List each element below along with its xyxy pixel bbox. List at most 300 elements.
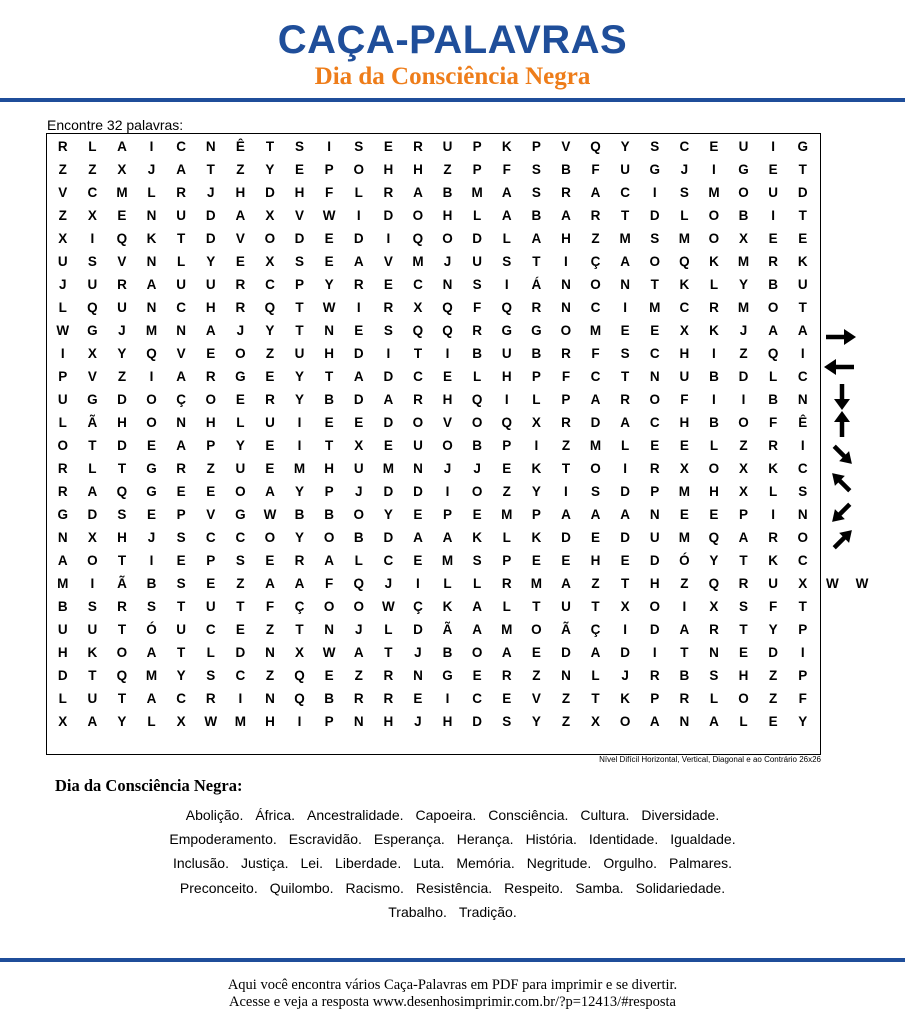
grid-letter[interactable]: S <box>206 668 216 683</box>
grid-letter[interactable]: A <box>176 162 187 177</box>
grid-letter[interactable]: N <box>205 139 216 154</box>
grid-letter[interactable]: T <box>295 300 304 315</box>
grid-letter[interactable]: P <box>324 162 334 177</box>
grid-letter[interactable]: S <box>531 162 541 177</box>
grid-letter[interactable]: O <box>87 553 98 568</box>
grid-letter[interactable]: Ã <box>117 576 127 591</box>
grid-letter[interactable]: O <box>560 323 572 338</box>
grid-letter[interactable]: J <box>354 484 363 499</box>
grid-letter[interactable]: Y <box>295 392 305 407</box>
grid-letter[interactable]: F <box>561 369 571 384</box>
grid-letter[interactable]: J <box>473 461 481 476</box>
grid-letter[interactable]: Y <box>324 277 334 292</box>
grid-letter[interactable]: I <box>652 185 657 200</box>
grid-letter[interactable]: X <box>739 461 749 476</box>
grid-letter[interactable]: N <box>561 668 571 683</box>
grid-letter[interactable]: M <box>116 185 128 200</box>
grid-letter[interactable]: B <box>324 507 335 522</box>
grid-letter[interactable]: G <box>87 323 98 338</box>
grid-letter[interactable]: T <box>117 553 127 568</box>
grid-letter[interactable]: X <box>58 714 68 729</box>
grid-letter[interactable]: M <box>57 576 69 591</box>
grid-letter[interactable]: H <box>561 231 571 246</box>
grid-letter[interactable]: P <box>561 392 571 407</box>
grid-letter[interactable]: D <box>561 530 571 545</box>
grid-letter[interactable]: Q <box>442 323 453 338</box>
grid-letter[interactable]: R <box>620 392 631 407</box>
grid-letter[interactable]: Y <box>235 438 245 453</box>
grid-letter[interactable]: V <box>235 231 245 246</box>
grid-letter[interactable]: P <box>798 668 808 683</box>
grid-letter[interactable]: I <box>712 346 716 361</box>
grid-letter[interactable]: D <box>235 645 246 660</box>
grid-letter[interactable]: T <box>621 576 630 591</box>
grid-letter[interactable]: O <box>146 415 157 430</box>
grid-letter[interactable]: X <box>591 714 601 729</box>
grid-letter[interactable]: L <box>621 438 630 453</box>
grid-letter[interactable]: O <box>797 530 808 545</box>
grid-letter[interactable]: T <box>532 254 541 269</box>
grid-letter[interactable]: O <box>235 484 246 499</box>
grid-letter[interactable]: T <box>739 553 748 568</box>
grid-letter[interactable]: G <box>649 162 660 177</box>
grid-letter[interactable]: E <box>147 438 157 453</box>
grid-letter[interactable]: L <box>58 691 67 706</box>
grid-letter[interactable]: T <box>295 323 304 338</box>
grid-letter[interactable]: R <box>561 185 571 200</box>
grid-letter[interactable]: O <box>619 714 631 729</box>
grid-letter[interactable]: V <box>87 369 97 384</box>
grid-letter[interactable]: B <box>353 530 364 545</box>
grid-letter[interactable]: H <box>442 714 453 729</box>
grid-letter[interactable]: P <box>798 622 808 637</box>
grid-letter[interactable]: E <box>620 323 630 338</box>
grid-letter[interactable]: L <box>502 231 511 246</box>
grid-letter[interactable]: U <box>649 530 660 545</box>
grid-letter[interactable]: Z <box>532 668 541 683</box>
grid-letter[interactable]: T <box>561 461 571 476</box>
grid-letter[interactable]: C <box>620 185 631 200</box>
grid-letter[interactable]: I <box>149 139 154 154</box>
grid-letter[interactable]: P <box>650 484 660 499</box>
grid-letter[interactable]: I <box>149 553 154 568</box>
grid-letter[interactable]: R <box>57 461 68 476</box>
grid-letter[interactable]: S <box>147 599 157 614</box>
grid-letter[interactable]: D <box>353 392 364 407</box>
grid-letter[interactable]: H <box>57 645 68 660</box>
grid-letter[interactable]: M <box>441 553 454 568</box>
grid-letter[interactable]: S <box>650 139 660 154</box>
grid-letter[interactable]: Z <box>739 346 748 361</box>
grid-letter[interactable]: V <box>561 139 571 154</box>
grid-letter[interactable]: O <box>531 622 542 637</box>
grid-letter[interactable]: U <box>620 162 631 177</box>
grid-letter[interactable]: B <box>324 691 335 706</box>
grid-letter[interactable]: B <box>442 185 453 200</box>
grid-letter[interactable]: T <box>798 208 807 223</box>
grid-letter[interactable]: P <box>472 139 482 154</box>
grid-letter[interactable]: R <box>649 668 660 683</box>
grid-letter[interactable]: Q <box>501 415 512 430</box>
grid-letter[interactable]: U <box>87 277 98 292</box>
grid-letter[interactable]: E <box>235 254 245 269</box>
grid-letter[interactable]: U <box>797 277 808 292</box>
grid-letter[interactable]: P <box>502 553 512 568</box>
grid-letter[interactable]: D <box>383 369 394 384</box>
grid-letter[interactable]: I <box>386 231 391 246</box>
grid-letter[interactable]: I <box>652 645 657 660</box>
grid-letter[interactable]: P <box>443 507 453 522</box>
grid-letter[interactable]: B <box>146 576 157 591</box>
grid-letter[interactable]: U <box>738 139 749 154</box>
grid-letter[interactable]: S <box>235 553 245 568</box>
grid-letter[interactable]: U <box>294 346 305 361</box>
grid-letter[interactable]: C <box>679 300 690 315</box>
grid-letter[interactable]: L <box>473 369 482 384</box>
grid-letter[interactable]: V <box>443 415 453 430</box>
grid-letter[interactable]: T <box>88 438 97 453</box>
grid-letter[interactable]: I <box>564 254 568 269</box>
grid-letter[interactable]: Z <box>236 162 245 177</box>
grid-letter[interactable]: Z <box>88 162 97 177</box>
grid-letter[interactable]: L <box>709 691 719 706</box>
grid-letter[interactable]: C <box>383 553 394 568</box>
grid-letter[interactable]: M <box>708 185 720 200</box>
grid-letter[interactable]: Ê <box>798 415 808 430</box>
grid-letter[interactable]: X <box>295 645 305 660</box>
grid-letter[interactable]: Y <box>265 323 275 338</box>
grid-letter[interactable]: X <box>354 438 364 453</box>
grid-letter[interactable]: H <box>383 162 394 177</box>
grid-letter[interactable]: K <box>709 323 719 338</box>
grid-letter[interactable]: H <box>413 162 423 177</box>
grid-letter[interactable]: D <box>117 392 127 407</box>
grid-letter[interactable]: D <box>738 369 749 384</box>
grid-letter[interactable]: D <box>620 530 631 545</box>
grid-letter[interactable]: N <box>176 415 187 430</box>
grid-letter[interactable]: U <box>235 461 246 476</box>
grid-letter[interactable]: I <box>504 277 509 292</box>
grid-letter[interactable]: C <box>797 461 808 476</box>
grid-letter[interactable]: U <box>679 369 690 384</box>
grid-letter[interactable]: E <box>176 553 186 568</box>
grid-letter[interactable]: T <box>532 599 541 614</box>
grid-letter[interactable]: Q <box>116 231 128 246</box>
grid-letter[interactable]: R <box>768 438 779 453</box>
grid-letter[interactable]: Z <box>561 438 571 453</box>
grid-letter[interactable]: B <box>294 507 305 522</box>
grid-letter[interactable]: V <box>176 346 186 361</box>
grid-letter[interactable]: A <box>590 507 601 522</box>
grid-letter[interactable]: A <box>87 714 98 729</box>
grid-letter[interactable]: N <box>413 668 423 683</box>
grid-letter[interactable]: D <box>797 185 808 200</box>
grid-letter[interactable]: Ó <box>146 622 157 637</box>
grid-letter[interactable]: M <box>678 484 690 499</box>
grid-letter[interactable]: M <box>530 576 542 591</box>
grid-letter[interactable]: S <box>650 231 660 246</box>
grid-letter[interactable]: H <box>294 185 305 200</box>
grid-letter[interactable]: T <box>206 162 215 177</box>
grid-letter[interactable]: Y <box>206 254 216 269</box>
grid-letter[interactable]: H <box>265 714 275 729</box>
grid-letter[interactable]: I <box>504 392 509 407</box>
grid-letter[interactable]: L <box>58 415 67 430</box>
grid-letter[interactable]: K <box>87 645 98 660</box>
grid-letter[interactable]: U <box>57 622 68 637</box>
grid-letter[interactable]: K <box>531 530 542 545</box>
grid-letter[interactable]: Á <box>531 277 542 292</box>
grid-letter[interactable]: E <box>206 346 216 361</box>
grid-letter[interactable]: I <box>238 691 243 706</box>
grid-letter[interactable]: R <box>561 415 571 430</box>
grid-letter[interactable]: P <box>531 507 541 522</box>
grid-letter[interactable]: M <box>382 461 394 476</box>
grid-letter[interactable]: O <box>235 346 246 361</box>
grid-letter[interactable]: I <box>564 484 568 499</box>
grid-letter[interactable]: Y <box>117 346 127 361</box>
grid-letter[interactable]: Z <box>265 346 275 361</box>
grid-letter[interactable]: D <box>353 346 364 361</box>
grid-letter[interactable]: A <box>353 369 364 384</box>
grid-letter[interactable]: L <box>709 438 719 453</box>
grid-letter[interactable]: P <box>58 369 68 384</box>
grid-letter[interactable]: R <box>176 185 187 200</box>
grid-letter[interactable]: R <box>353 691 364 706</box>
grid-letter[interactable]: Z <box>117 369 127 384</box>
grid-letter[interactable]: B <box>738 208 749 223</box>
grid-letter[interactable]: Y <box>739 277 749 292</box>
grid-letter[interactable]: B <box>472 438 483 453</box>
grid-letter[interactable]: P <box>472 162 482 177</box>
grid-letter[interactable]: N <box>709 645 719 660</box>
grid-letter[interactable]: F <box>591 346 600 361</box>
grid-letter[interactable]: Y <box>295 530 305 545</box>
grid-letter[interactable]: X <box>265 208 275 223</box>
grid-letter[interactable]: S <box>295 139 305 154</box>
grid-letter[interactable]: Q <box>412 323 424 338</box>
grid-letter[interactable]: N <box>146 300 157 315</box>
grid-letter[interactable]: R <box>738 576 749 591</box>
grid-letter[interactable]: R <box>117 277 127 292</box>
grid-letter[interactable]: A <box>501 185 512 200</box>
grid-letter[interactable]: A <box>87 484 98 499</box>
grid-letter[interactable]: Y <box>383 507 393 522</box>
grid-letter[interactable]: D <box>472 231 483 246</box>
grid-letter[interactable]: U <box>768 185 779 200</box>
grid-letter[interactable]: Q <box>442 300 453 315</box>
grid-letter[interactable]: X <box>798 576 808 591</box>
grid-letter[interactable]: I <box>623 622 628 637</box>
grid-letter[interactable]: I <box>771 208 776 223</box>
grid-letter[interactable]: A <box>324 553 335 568</box>
grid-letter[interactable]: E <box>235 392 245 407</box>
grid-letter[interactable]: Q <box>501 300 512 315</box>
grid-letter[interactable]: H <box>235 185 246 200</box>
grid-letter[interactable]: C <box>413 369 423 384</box>
grid-letter[interactable]: D <box>472 714 483 729</box>
grid-letter[interactable]: I <box>60 346 65 361</box>
grid-letter[interactable]: T <box>295 622 304 637</box>
grid-letter[interactable]: L <box>591 668 600 683</box>
grid-letter[interactable]: P <box>324 484 334 499</box>
grid-letter[interactable]: A <box>383 392 394 407</box>
grid-letter[interactable]: C <box>87 185 98 200</box>
grid-letter[interactable]: E <box>235 622 245 637</box>
grid-letter[interactable]: N <box>413 461 423 476</box>
grid-letter[interactable]: Q <box>116 668 128 683</box>
grid-letter[interactable]: O <box>738 415 749 430</box>
grid-letter[interactable]: Y <box>798 714 808 729</box>
grid-letter[interactable]: E <box>354 415 364 430</box>
grid-letter[interactable]: C <box>205 530 216 545</box>
grid-letter[interactable]: F <box>591 162 600 177</box>
grid-letter[interactable]: O <box>738 691 749 706</box>
grid-letter[interactable]: S <box>502 714 512 729</box>
grid-letter[interactable]: G <box>87 392 98 407</box>
grid-letter[interactable]: O <box>412 208 424 223</box>
grid-letter[interactable]: I <box>682 599 687 614</box>
grid-letter[interactable]: E <box>117 208 127 223</box>
grid-letter[interactable]: N <box>620 277 631 292</box>
grid-letter[interactable]: F <box>325 576 334 591</box>
grid-letter[interactable]: T <box>177 599 186 614</box>
grid-letter[interactable]: E <box>531 553 541 568</box>
grid-letter[interactable]: A <box>205 323 216 338</box>
grid-letter[interactable]: O <box>353 599 364 614</box>
grid-letter[interactable]: Q <box>116 484 128 499</box>
grid-letter[interactable]: W <box>322 645 336 660</box>
grid-letter[interactable]: Z <box>265 622 275 637</box>
grid-letter[interactable]: L <box>177 254 186 269</box>
grid-letter[interactable]: J <box>147 530 156 545</box>
grid-letter[interactable]: E <box>768 714 778 729</box>
grid-letter[interactable]: O <box>708 208 720 223</box>
grid-letter[interactable]: A <box>590 392 601 407</box>
grid-letter[interactable]: F <box>265 599 275 614</box>
grid-letter[interactable]: F <box>769 415 778 430</box>
grid-letter[interactable]: B <box>324 392 335 407</box>
grid-letter[interactable]: O <box>649 392 660 407</box>
grid-letter[interactable]: E <box>709 139 719 154</box>
grid-letter[interactable]: Y <box>295 369 305 384</box>
grid-letter[interactable]: C <box>797 553 808 568</box>
grid-letter[interactable]: L <box>473 208 482 223</box>
grid-letter[interactable]: S <box>739 599 749 614</box>
grid-letter[interactable]: C <box>472 691 483 706</box>
grid-letter[interactable]: X <box>739 484 749 499</box>
grid-letter[interactable]: X <box>679 323 689 338</box>
grid-letter[interactable]: C <box>235 530 246 545</box>
grid-letter[interactable]: Z <box>591 231 600 246</box>
grid-letter[interactable]: N <box>797 392 808 407</box>
grid-letter[interactable]: Y <box>265 162 275 177</box>
grid-letter[interactable]: W <box>322 300 336 315</box>
grid-letter[interactable]: Z <box>502 484 511 499</box>
grid-letter[interactable]: B <box>709 369 719 384</box>
grid-letter[interactable]: E <box>413 507 423 522</box>
grid-letter[interactable]: S <box>117 507 127 522</box>
grid-letter[interactable]: Ã <box>442 622 453 637</box>
grid-letter[interactable]: A <box>413 530 423 545</box>
grid-letter[interactable]: C <box>679 139 690 154</box>
grid-letter[interactable]: H <box>590 553 601 568</box>
grid-letter[interactable]: T <box>680 645 689 660</box>
grid-letter[interactable]: R <box>649 461 660 476</box>
grid-letter[interactable]: H <box>679 415 690 430</box>
grid-letter[interactable]: Z <box>206 461 215 476</box>
grid-letter[interactable]: H <box>442 208 453 223</box>
grid-letter[interactable]: W <box>263 507 277 522</box>
grid-letter[interactable]: A <box>679 622 690 637</box>
grid-letter[interactable]: E <box>591 530 601 545</box>
grid-letter[interactable]: E <box>383 277 393 292</box>
grid-letter[interactable]: K <box>679 277 690 292</box>
grid-letter[interactable]: A <box>797 323 808 338</box>
grid-letter[interactable]: X <box>531 415 541 430</box>
grid-letter[interactable]: N <box>442 277 453 292</box>
grid-letter[interactable]: D <box>649 553 660 568</box>
grid-letter[interactable]: D <box>205 208 216 223</box>
grid-letter[interactable]: I <box>800 346 805 361</box>
grid-letter[interactable]: T <box>798 300 807 315</box>
grid-letter[interactable]: R <box>561 346 571 361</box>
grid-letter[interactable]: L <box>206 645 215 660</box>
grid-letter[interactable]: Z <box>58 162 67 177</box>
grid-letter[interactable]: M <box>501 507 513 522</box>
grid-letter[interactable]: A <box>442 530 453 545</box>
grid-letter[interactable]: K <box>797 254 808 269</box>
grid-letter[interactable]: S <box>620 346 630 361</box>
grid-letter[interactable]: E <box>768 162 778 177</box>
grid-letter[interactable]: R <box>57 139 68 154</box>
grid-letter[interactable]: O <box>412 415 424 430</box>
grid-letter[interactable]: Q <box>294 668 305 683</box>
grid-letter[interactable]: Ç <box>176 392 187 407</box>
grid-letter[interactable]: G <box>442 668 453 683</box>
grid-letter[interactable]: T <box>117 461 127 476</box>
grid-letter[interactable]: J <box>354 622 363 637</box>
grid-letter[interactable]: B <box>561 162 571 177</box>
grid-letter[interactable]: S <box>295 254 305 269</box>
grid-letter[interactable]: P <box>502 438 512 453</box>
grid-letter[interactable]: N <box>146 208 157 223</box>
grid-letter[interactable]: Z <box>354 668 363 683</box>
grid-letter[interactable]: E <box>324 415 334 430</box>
grid-letter[interactable]: L <box>769 369 778 384</box>
grid-letter[interactable]: G <box>146 484 157 499</box>
grid-letter[interactable]: T <box>236 599 245 614</box>
grid-letter[interactable]: E <box>620 553 630 568</box>
grid-letter[interactable]: T <box>265 139 275 154</box>
grid-letter[interactable]: D <box>620 484 631 499</box>
grid-letter[interactable]: D <box>383 208 394 223</box>
grid-letter[interactable]: E <box>354 323 364 338</box>
grid-letter[interactable]: L <box>443 576 452 591</box>
grid-letter[interactable]: M <box>589 438 602 453</box>
grid-letter[interactable]: D <box>117 438 127 453</box>
grid-letter[interactable]: C <box>205 622 216 637</box>
grid-letter[interactable]: E <box>739 645 749 660</box>
grid-letter[interactable]: O <box>471 484 483 499</box>
grid-letter[interactable]: A <box>561 208 571 223</box>
grid-letter[interactable]: R <box>768 254 779 269</box>
grid-letter[interactable]: H <box>738 668 749 683</box>
grid-letter[interactable]: T <box>798 162 807 177</box>
grid-letter[interactable]: E <box>383 139 393 154</box>
grid-letter[interactable]: L <box>147 185 156 200</box>
grid-letter[interactable]: S <box>502 254 512 269</box>
